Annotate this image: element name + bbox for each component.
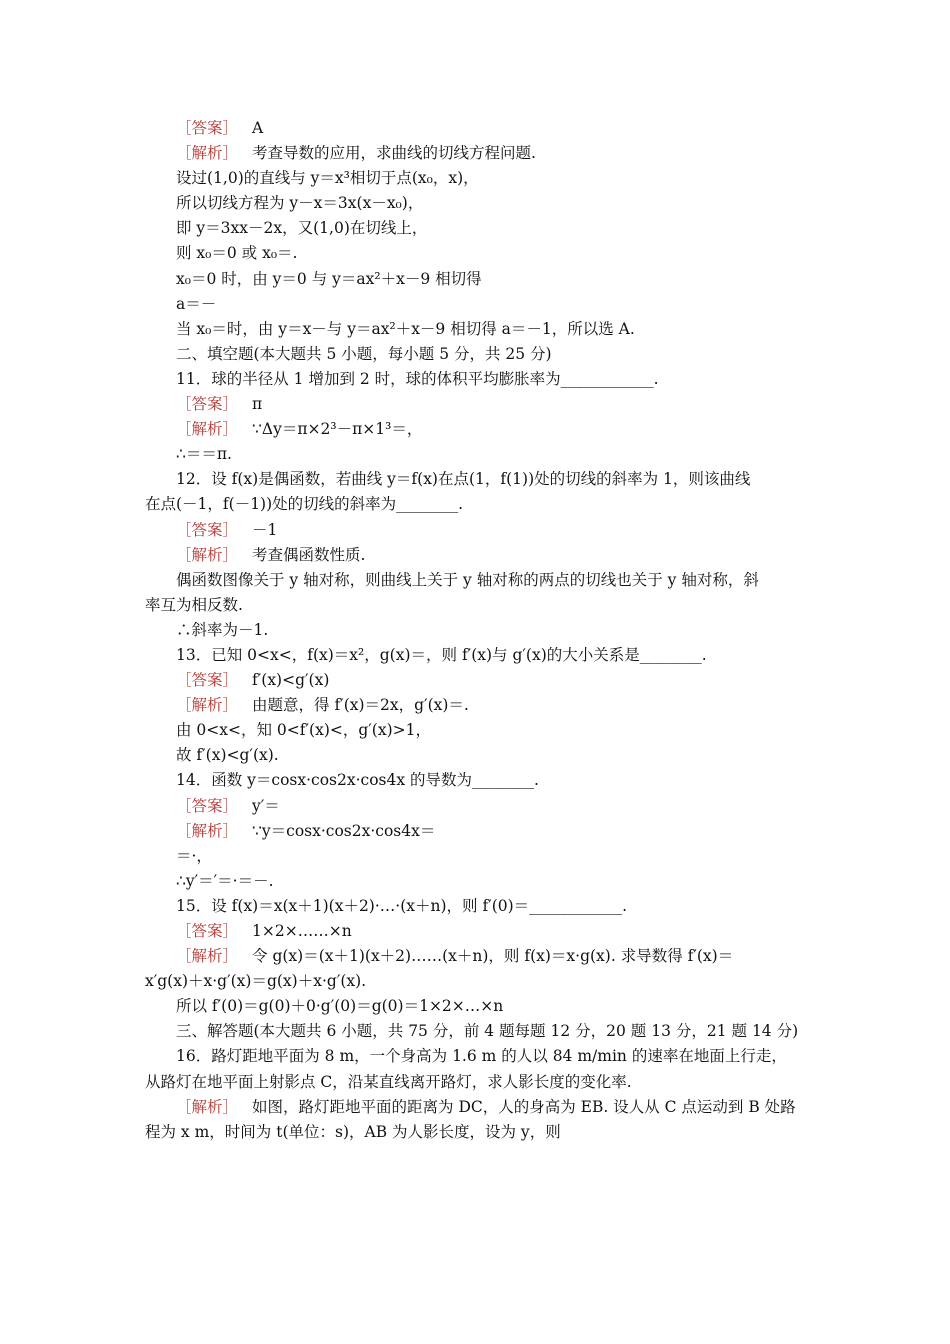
line-text: 13．已知 0<x<，f(x)＝x²，g(x)＝，则 f′(x)与 g′(x)的大小关系是________. [176, 645, 707, 664]
section-tag: ［解析］ [176, 545, 239, 564]
line-text: 三、解答题(本大题共 6 小题，共 75 分，前 4 题每题 12 分，20 题 13 分，21 题 14 分) [176, 1022, 799, 1041]
text-line [0, 768, 950, 793]
line-text: 二、填空题(本大题共 5 小题，每小题 5 分，共 25 分) [176, 344, 552, 363]
line-text: 11．球的半径从 1 增加到 2 时，球的体积平均膨胀率为____________. [176, 369, 659, 388]
text-line [0, 1044, 950, 1069]
text-line [0, 392, 950, 417]
section-tag: ［解析］ [176, 144, 239, 163]
line-text: ∴y′＝′＝·＝－. [176, 871, 274, 890]
text-line [0, 618, 950, 643]
line-text: 考查偶函数性质. [252, 545, 366, 564]
line-text: ∴＝＝π. [176, 445, 232, 464]
text-line [0, 467, 950, 492]
section-tag: ［解析］ [176, 821, 239, 840]
text-line [0, 317, 950, 342]
document-body [0, 116, 950, 1145]
section-tag: ［答案］ [176, 922, 239, 940]
line-text: 令 g(x)＝(x＋1)(x＋2)……(x＋n)，则 f(x)＝x·g(x). 求导数得 f′(x)＝ [252, 947, 734, 966]
text-line [0, 819, 950, 844]
line-text: 12．设 f(x)是偶函数，若曲线 y＝f(x)在点(1，f(1))处的切线的斜率为 1，则该曲线 [176, 470, 751, 489]
line-text: 当 x₀＝时，由 y＝x－与 y＝ax²＋x－9 相切得 a＝－1，所以选 A. [176, 319, 635, 338]
line-text: 故 f′(x)<g′(x). [176, 746, 279, 765]
line-text: 16．路灯距地平面为 8 m，一个身高为 1.6 m 的人以 84 m/min 的速率在地面上行走， [176, 1047, 787, 1066]
text-line [0, 166, 950, 191]
text-line [0, 693, 950, 718]
section-tag: ［答案］ [176, 796, 239, 815]
line-text: ∵y＝cosx·cos2x·cos4x＝ [252, 821, 436, 840]
line-text: 即 y＝3xx－2x，又(1,0)在切线上， [176, 219, 428, 238]
text-line [0, 518, 950, 543]
line-text: 则 x₀＝0 或 x₀＝. [176, 244, 298, 263]
line-text: 偶函数图像关于 y 轴对称，则曲线上关于 y 轴对称的两点的切线也关于 y 轴对称，斜 [176, 570, 759, 589]
text-line [0, 944, 950, 969]
line-text: 1×2×……×n [252, 922, 352, 940]
line-text: f′(x)<g′(x) [252, 671, 330, 690]
text-line [0, 969, 950, 994]
line-text: 15．设 f(x)＝x(x＋1)(x＋2)·…·(x＋n)，则 f′(0)＝____________. [176, 896, 628, 915]
text-line [0, 241, 950, 266]
line-text: 考查导数的应用，求曲线的切线方程问题. [252, 144, 536, 163]
line-text: 如图，路灯距地平面的距离为 DC，人的身高为 EB. 设人从 C 点运动到 B 处路 [252, 1097, 796, 1116]
line-text: a＝－ [176, 294, 217, 313]
line-text: 由题意，得 f′(x)＝2x，g′(x)＝. [252, 696, 469, 715]
section-tag: ［解析］ [176, 420, 239, 439]
text-line [0, 1120, 950, 1145]
line-text: 率互为相反数. [145, 595, 243, 614]
section-tag: ［答案］ [176, 520, 239, 539]
section-tag: ［答案］ [176, 671, 239, 690]
text-line [0, 292, 950, 317]
section-tag: ［答案］ [176, 119, 239, 137]
line-text: π [252, 395, 263, 414]
text-line [0, 191, 950, 216]
text-line [0, 743, 950, 768]
line-text: 由 0<x<，知 0<f′(x)<，g′(x)>1， [176, 721, 431, 740]
line-text: ∵Δy＝π×2³－π×1³＝， [252, 420, 423, 439]
line-text: x′g(x)＋x·g′(x)＝g(x)＋x·g′(x). [145, 972, 367, 991]
text-line [0, 718, 950, 743]
text-line [0, 994, 950, 1019]
section-tag: ［答案］ [176, 395, 239, 414]
line-text: y′＝ [252, 796, 280, 815]
text-line [0, 869, 950, 894]
text-line [0, 342, 950, 367]
text-line [0, 141, 950, 166]
text-line [0, 1019, 950, 1044]
text-line [0, 417, 950, 442]
section-tag: ［解析］ [176, 947, 239, 966]
text-line [0, 216, 950, 241]
text-line [0, 593, 950, 618]
line-text: 设过(1,0)的直线与 y＝x³相切于点(x₀，x)， [176, 169, 479, 188]
text-line [0, 794, 950, 819]
text-line [0, 543, 950, 568]
line-text: 在点(－1，f(－1))处的切线的斜率为________. [145, 495, 464, 514]
text-line [0, 919, 950, 944]
text-line [0, 1095, 950, 1120]
line-text: 从路灯在地平面上射影点 C，沿某直线离开路灯，求人影长度的变化率. [145, 1072, 632, 1091]
text-line [0, 643, 950, 668]
line-text: －1 [252, 520, 278, 539]
text-line [0, 116, 950, 141]
line-text: ＝·， [176, 846, 212, 865]
line-text: A [252, 119, 264, 137]
line-text: 14．函数 y＝cosx·cos2x·cos4x 的导数为________. [176, 771, 539, 790]
line-text: ∴斜率为－1. [176, 620, 269, 639]
text-line [0, 894, 950, 919]
line-text: 程为 x m，时间为 t(单位：s)，AB 为人影长度，设为 y，则 [145, 1122, 561, 1141]
line-text: x₀＝0 时，由 y＝0 与 y＝ax²＋x－9 相切得 [176, 269, 482, 288]
text-line [0, 267, 950, 292]
text-line [0, 668, 950, 693]
text-line [0, 442, 950, 467]
section-tag: ［解析］ [176, 1097, 239, 1116]
line-text: 所以切线方程为 y－x＝3x(x－x₀)， [176, 194, 424, 213]
text-line [0, 367, 950, 392]
text-line [0, 844, 950, 869]
line-text: 所以 f′(0)＝g(0)＋0·g′(0)＝g(0)＝1×2×…×n [176, 997, 504, 1016]
section-tag: ［解析］ [176, 696, 239, 715]
text-line [0, 492, 950, 517]
text-line [0, 568, 950, 593]
text-line [0, 1070, 950, 1095]
